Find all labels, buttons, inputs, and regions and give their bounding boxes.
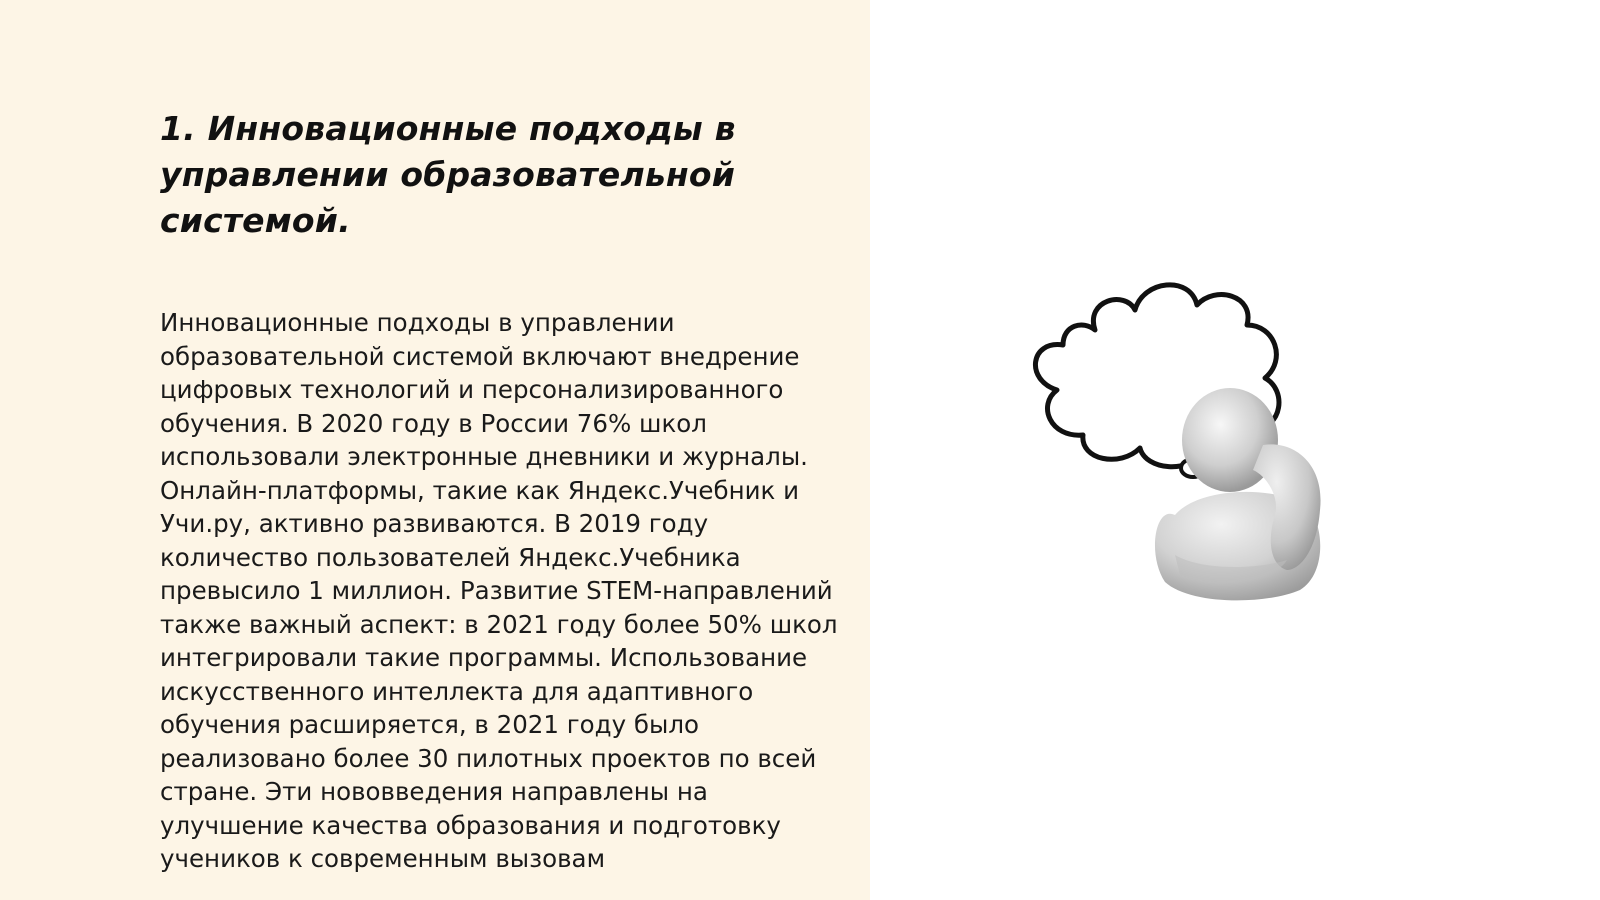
slide-title: 1. Инновационные подходы в управлении образовательной системой. (160, 109, 736, 240)
thinking-person-with-thought-bubble-icon (1025, 270, 1355, 620)
slide-body-text: Инновационные подходы в управлении образовательной системой включают внедрение цифровых технологий и персонализированного обучения. В 2020 году в России 76% школ использовали электронные дневники и журналы. Онлайн-платформы, такие как Яндекс.Учебник и Учи.ру, активно развиваются. В 2019 году количество пользователей Яндекс.Учебника превысило 1 миллион. Развитие STEM-направлений также важный аспект: в 2021 году более 50% школ интегрировали такие программы. Использование искусственного интеллекта для адаптивного обучения расширяется, в 2021 году было реализовано более 30 пилотных проектов по всей стране. Эти нововведения направлены на улучшение качества образования и подготовку учеников к современным вызовам (160, 308, 838, 873)
